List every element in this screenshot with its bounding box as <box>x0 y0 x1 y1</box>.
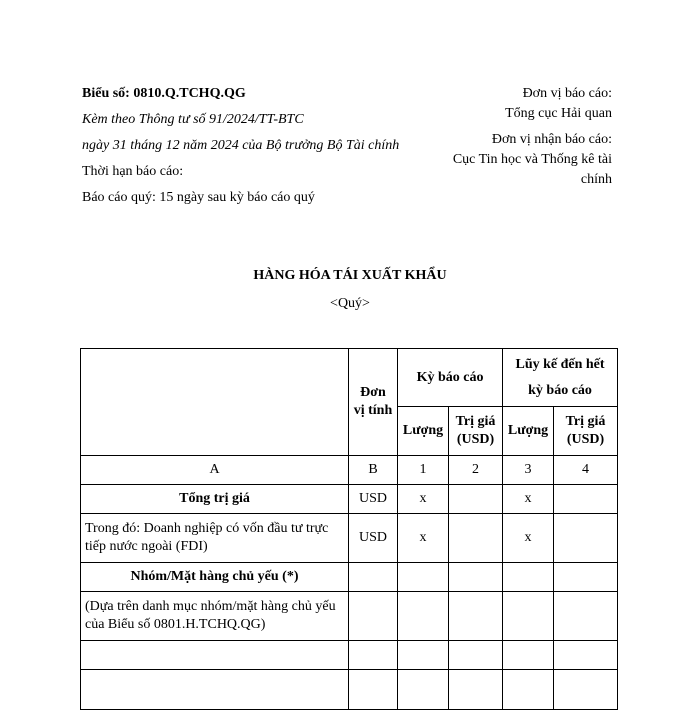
report-title: HÀNG HÓA TÁI XUẤT KHẨU <box>253 268 447 283</box>
row-unit <box>349 670 398 710</box>
table-row <box>81 563 618 592</box>
period-value-cell <box>449 641 503 670</box>
index-cell: B <box>349 456 398 485</box>
row-unit: USD <box>349 514 398 563</box>
table-row <box>81 592 618 641</box>
attached-circular: Kèm theo Thông tư số 91/2024/TT-BTC <box>82 112 304 127</box>
cumulative-quantity-cell <box>503 563 554 592</box>
period-quantity-cell: x <box>398 485 449 514</box>
header-left <box>82 84 442 214</box>
cumulative-quantity-cell: x <box>503 485 554 514</box>
period-value-header: Trị giá (USD) <box>449 407 503 456</box>
header-right <box>422 84 612 196</box>
period-quantity-cell: x <box>398 514 449 563</box>
index-row <box>81 456 618 485</box>
cumulative-value-cell <box>554 641 618 670</box>
table-row <box>81 514 618 563</box>
cumulative-quantity-cell <box>503 592 554 641</box>
period-quantity-header: Lượng <box>398 407 449 456</box>
table-row <box>81 670 618 710</box>
row-unit: USD <box>349 485 398 514</box>
cumulative-quantity-cell <box>503 670 554 710</box>
row-unit <box>349 641 398 670</box>
cumulative-value-cell <box>554 514 618 563</box>
period-group-header: Kỳ báo cáo <box>398 349 503 407</box>
index-cell: 2 <box>449 456 503 485</box>
cumulative-value-cell <box>554 592 618 641</box>
period-quantity-cell <box>398 670 449 710</box>
receiving-unit-label: Đơn vị nhận báo cáo: <box>491 132 612 147</box>
header-blank-cell <box>81 349 349 456</box>
cumulative-value-header: Trị giá (USD) <box>554 407 618 456</box>
cumulative-quantity-cell <box>503 641 554 670</box>
index-cell: 4 <box>554 456 618 485</box>
receiving-unit: Cục Tin học và Thống kê tài chính <box>452 152 612 187</box>
row-label: Tổng trị giá <box>81 485 349 514</box>
row-label <box>81 641 349 670</box>
attached-circular-date: ngày 31 tháng 12 năm 2024 của Bộ trưởng Bộ Tài chính <box>82 138 400 153</box>
report-subtitle: <Quý> <box>330 296 370 311</box>
row-label: Nhóm/Mặt hàng chủ yếu (*) <box>81 563 349 592</box>
report-table <box>80 348 618 710</box>
row-label: Trong đó: Doanh nghiệp có vốn đầu tư trực tiếp nước ngoài (FDI) <box>81 514 349 563</box>
cumulative-quantity-cell: x <box>503 514 554 563</box>
period-quantity-cell <box>398 563 449 592</box>
index-cell: A <box>81 456 349 485</box>
table-row <box>81 641 618 670</box>
period-value-cell <box>449 485 503 514</box>
cumulative-group-header: Lũy kế đến hết kỳ báo cáo <box>503 349 618 407</box>
row-label <box>81 670 349 710</box>
row-unit <box>349 563 398 592</box>
period-quantity-cell <box>398 641 449 670</box>
period-quantity-cell <box>398 592 449 641</box>
row-label: (Dựa trên danh mục nhóm/mặt hàng chủ yếu của Biểu số 0801.H.TCHQ.QG) <box>81 592 349 641</box>
unit-column-header: Đơn vị tính <box>349 349 398 456</box>
cumulative-value-cell <box>554 563 618 592</box>
cumulative-value-cell <box>554 670 618 710</box>
period-value-cell <box>449 514 503 563</box>
period-value-cell <box>449 563 503 592</box>
index-cell: 1 <box>398 456 449 485</box>
form-code: Biểu số: 0810.Q.TCHQ.QG <box>82 86 246 101</box>
reporting-unit-label: Đơn vị báo cáo: <box>522 86 612 101</box>
period-value-cell <box>449 670 503 710</box>
index-cell: 3 <box>503 456 554 485</box>
period-value-cell <box>449 592 503 641</box>
table-row <box>81 485 618 514</box>
deadline-value: Báo cáo quý: 15 ngày sau kỳ báo cáo quý <box>82 190 315 205</box>
deadline-label: Thời hạn báo cáo: <box>82 164 184 179</box>
reporting-unit: Tổng cục Hải quan <box>505 106 612 121</box>
cumulative-value-cell <box>554 485 618 514</box>
cumulative-quantity-header: Lượng <box>503 407 554 456</box>
row-unit <box>349 592 398 641</box>
